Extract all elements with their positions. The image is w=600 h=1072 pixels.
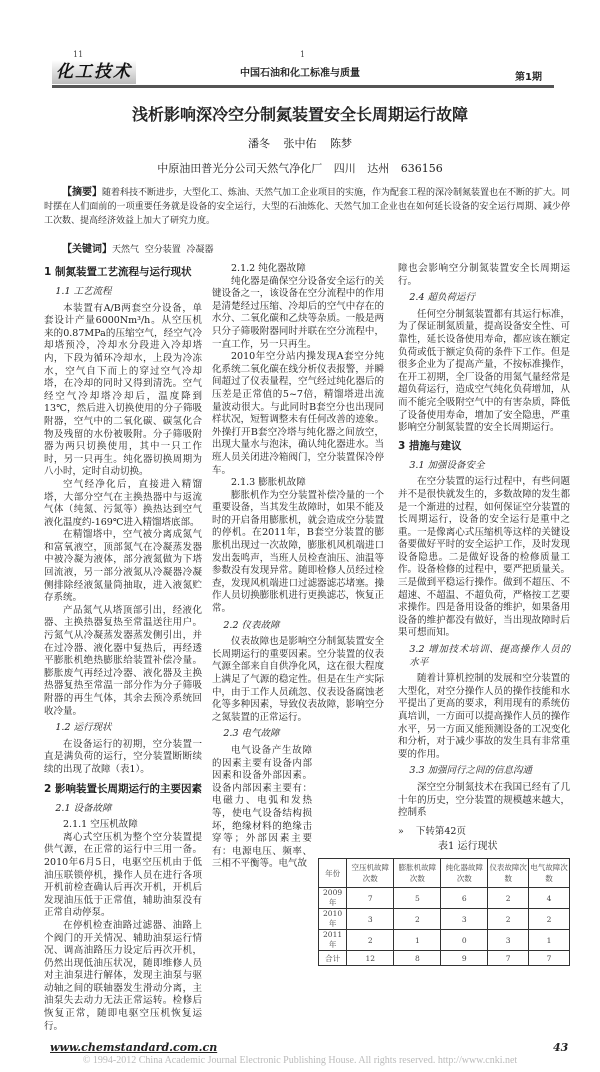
keywords-text: 天然气 空分装置 冷凝器 <box>112 245 214 255</box>
paragraph: 电气设备产生故障的因素主要有设备内部因素和设备外部因素。设备内部因素主要有：电磁力、电弧和发热等，使电气设备结构损坏，绝缘材料的绝缘击穿等；外部因素主要有：电源电压、频率、三相不平衡等。电气故 <box>212 744 312 870</box>
table-row <box>319 909 570 930</box>
site-link[interactable]: www.chemstandard.com.cn <box>50 1041 218 1054</box>
paragraph: 产品氮气从塔顶部引出，经液化器、主换热器复热至常温送往用户。污氮气从冷凝蒸发器蒸发侧引出，并在过冷器、液化器中复热后，再经透平膨胀机绝热膨胀给装置补偿冷量。膨胀废气再经过冷器、液化器及主换热器复热至常温一部分作为分子筛吸附器的再生气体，其余去预冷系统回收冷量。 <box>44 604 202 717</box>
paragraph: 深空空分制氮技术在我国已经有了几十年的历史，空分装置的规模越来越大，控制系 <box>398 781 570 819</box>
table-cell: 2 <box>529 909 570 930</box>
table-cell: 2010年 <box>319 909 347 930</box>
paragraph: 2010年空分站内操发现A套空分纯化系统二氧化碳在线分析仪表报警，并瞬间超过了仪表量程，空气经过纯化器后的压差是正常值的5~7倍，精馏塔进出流量波动很大。与此同时B套空分也出现同样状况，短暂调整未有任何改善的迹象。外操打开B套空冷塔与纯化器之间放空，出现大量水与泡沫，确认纯化器进水。当班人员关闭进冷箱阀门，空分装置保冷停车。 <box>212 351 384 476</box>
subsection-heading: 3.3 加强同行之间的信息沟通 <box>409 765 533 777</box>
subsection-heading: 2.1 设备故障 <box>55 802 112 814</box>
table-header-row <box>319 859 570 888</box>
table-cell: 9 <box>441 951 488 966</box>
subsection-heading: 1.1 工艺流程 <box>55 286 112 297</box>
column-right <box>398 263 570 854</box>
subsubsection-heading: 2.1.1 空压机故障 <box>63 819 138 831</box>
header-number-center: 1 <box>300 50 306 59</box>
subsubsection-heading: 2.1.3 膨胀机故障 <box>231 477 306 489</box>
table-header: 纯化器故障次数 <box>441 859 488 888</box>
table-cell: 5 <box>394 888 441 909</box>
fault-table <box>318 858 570 966</box>
paragraph: 在空分装置的运行过程中，有些问题并不是很快就发生的，多数故障的发生都是一个渐进的过程，如何保证空分装置的长周期运行，设备的安全运行是重中之重。一是像离心式压缩机等这样的关键设备要做好平时的安全运护工作，及时发现设备隐患。二是做好设备的检修质量工作。设备检修的过程中，要严把质量关。三是做到平稳运行操作。做到不超压、不超速、不超温、不超负荷，严格按工艺要求操作。四是备用设备的维护，如果备用设备的维护都没有做好，当出现故障时后果可想而知。 <box>398 476 570 639</box>
table-row <box>319 888 570 909</box>
table-cell: 2 <box>394 909 441 930</box>
affiliation: 中原油田普光分公司天然气净化厂 四川 达州 636156 <box>157 162 443 175</box>
subsection-heading: 2.2 仪表故障 <box>223 619 280 631</box>
journal-logo: 化工技术 <box>52 60 136 84</box>
table-header: 仪表故障次数 <box>488 859 529 888</box>
subsection-heading: 3.2 增加技术培训、提高操作人员的水平 <box>409 644 570 668</box>
table-cell: 6 <box>441 888 488 909</box>
table-row-total <box>319 951 570 966</box>
column-middle <box>212 263 384 871</box>
section-heading: 1 制氮装置工艺流程与运行现状 <box>44 266 192 278</box>
paragraph: 本装置有A/B两套空分设备，单套设计产量6000Nm³/h。从空压机来的0.87MPa的压缩空气，经空气冷却塔预冷，冷却水分段进入冷却塔内，下段为循环冷却水，上段为冷冻水，空气自下而上的穿过空气冷却塔，在冷却的同时又得到清洗。空气经空气冷却塔冷却后，温度降到13℃，然后进入切换使用的分子筛吸附器，空气中的二氧化碳、碳氢化合物及残留的水份被吸附。分子筛吸附器为两只切换使用，其中一只工作时，另一只再生。纯化器切换周期为八小时，定时自动切换。 <box>44 302 202 478</box>
table-cell: 3 <box>347 909 394 930</box>
table-header: 年份 <box>319 859 347 888</box>
page-number: 43 <box>553 1041 569 1054</box>
table-row <box>319 930 570 951</box>
header-rule <box>52 85 554 88</box>
table-cell: 2 <box>347 930 394 951</box>
table-caption: 表1 运行现状 <box>438 841 498 853</box>
header-number-left: 11 <box>73 50 84 59</box>
paragraph: 膨胀机作为空分装置补偿冷量的一个重要设备，当其发生故障时，如果不能及时的开启备用膨胀机，就会造成空分装置的停机。在2011年，B套空分装置的膨胀机出现过一次故障，膨胀机风机端进口发出轰鸣声，当班人员检查油压、油温等参数没有发现异常。随即检修人员经过检查，发现风机端进口过滤器滤芯堵塞。操作人员切换膨胀机进行更换滤芯，恢复正常。 <box>212 489 384 615</box>
table-cell: 8 <box>394 951 441 966</box>
paragraph: 仪表故障也是影响空分制氮装置安全长周期运行的重要因素。空分装置的仪表气源全部来自自供净化风，这在很大程度上满足了气源的稳定性。但是在生产实际中，由于工作人员疏忽、仪表设备腐蚀老化等多种因素，导致仪表故障，影响空分之氮装置的正常运行。 <box>212 636 384 723</box>
keywords-label: 【关键词】 <box>62 244 112 255</box>
table-cell: 4 <box>529 888 570 909</box>
paragraph: 随着计算机控制的发展和空分装置的大型化，对空分操作人员的操作技能和水平提出了更高的要求，利用现有的系统仿真培训，一方面可以提高操作人员的操作水平，另一方面又能预测设备的工况变化和分析，对于减少事故的发生具有非常重要的作用。 <box>398 673 570 760</box>
section-heading: 2 影响装置长周期运行的主要因素 <box>44 782 202 795</box>
journal-name: 中国石油和化工标准与质量 <box>240 68 360 79</box>
table-header: 电气故障次数 <box>529 859 570 888</box>
subsection-heading: 2.4 超负荷运行 <box>409 292 476 304</box>
abstract-label: 【摘要】 <box>62 187 102 198</box>
authors: 潘冬 张中佑 陈梦 <box>248 137 352 150</box>
column-left <box>44 263 202 1033</box>
table-cell: 0 <box>441 930 488 951</box>
table-cell: 2011年 <box>319 930 347 951</box>
paragraph: 障也会影响空分制氮装置安全长周期运行。 <box>398 263 570 287</box>
table-cell: 7 <box>347 888 394 909</box>
continued-note: » 下转第42页 <box>398 825 466 837</box>
table-cell: 7 <box>488 951 529 966</box>
article-title: 浅析影响深冷空分制氮装置安全长周期运行故障 <box>131 105 468 124</box>
issue-number: 第1期 <box>515 72 542 83</box>
table-cell: 2 <box>488 888 529 909</box>
copyright-watermark: © 1994-2012 China Academic Journal Electronic Publishing House. All rights reserved. http://www.cnki.net <box>82 1055 518 1066</box>
paragraph: 纯化器是确保空分设备安全运行的关键设备之一，该设备在空分流程中的作用是清楚经过压缩、冷却后的空气中存在的水分、二氧化碳和乙炔等杂质。一般是两只分子筛吸附器同时并联在空分流程中，一直工作，另一只再生。 <box>212 275 384 350</box>
table-cell: 3 <box>488 930 529 951</box>
paragraph: 在精馏塔中，空气被分离成氮气和富氧液空，顶部氮气在冷凝蒸发器中被冷凝为液体，部分液氮做为下塔回流液，另一部分液氮从冷凝器冷凝侧排除经液氮量筒抽取，进入液氮贮存系统。 <box>44 529 202 604</box>
table-header: 空压机故障次数 <box>347 859 394 888</box>
table-cell: 1 <box>529 930 570 951</box>
abstract-text: 随着科技不断进步，大型化工、炼油、天然气加工企业项目的实施，作为配套工程的深冷制氮装置也在不断的扩大。同时摆在人们面前的一项重要任务就是设备的安全运行，大型的石油炼化、天然气加工企业也在如何延长设备的安全运行周期、减少停工次数、提高经济效益上加大了研究力度。 <box>44 188 571 226</box>
keywords <box>62 240 213 255</box>
table-cell: 12 <box>347 951 394 966</box>
paragraph: 在停机检查油路过滤器、油路上个阀门的开关情况、辅助油泵运行情况、调高油路压力设定后再次开机，仍然出现低油压状况，随即维修人员对主油泵进行解体，发现主油泵与驱动轴之间的联轴器发生滑动分离，主油泵失去动力无法正常运转。检修后恢复正常，随即电驱空压机恢复运行。 <box>44 919 202 1032</box>
table-cell: 3 <box>441 909 488 930</box>
abstract <box>44 186 570 228</box>
section-heading: 3 措施与建议 <box>398 439 462 452</box>
subsection-heading: 3.1 加强设备安全 <box>409 459 485 471</box>
paragraph: 离心式空压机为整个空分装置提供气源，在正常的运行中三用一备。2010年6月5日，电驱空压机由于低油压联锁停机，操作人员在进行各项开机前检查确认后再次开机，开机后发现油压低于正常值，辅助油泵没有正常自动停泵。 <box>44 831 202 919</box>
table-cell: 7 <box>529 951 570 966</box>
subsubsection-heading: 2.1.2 纯化器故障 <box>231 263 306 274</box>
subsection-heading: 2.3 电气故障 <box>223 728 280 740</box>
paragraph: 任何空分制氮装置都有其运行标准，为了保证制氮质量，提高设备安全性、可靠性，延长设备使用寿命，都应该在额定负荷或低于额定负荷的条件下工作。但是很多企业为了提高产量，不按标准操作，在开工初期，全厂设备的用氮气量经常是超负荷运行，造成空气纯化负荷增加，从而不能完全吸附空气中的有害杂质，降低了设备使用寿命，增加了安全隐患，严重影响空分制氮装置的安全长周期运行。 <box>398 308 570 434</box>
table-cell: 2009年 <box>319 888 347 909</box>
subsection-heading: 1.2 运行现状 <box>55 722 112 734</box>
paragraph: 在设备运行的初期，空分装置一直是满负荷的运行，空分装置断断续续的出现了故障（表1）。 <box>44 738 202 775</box>
table-cell: 合计 <box>319 951 347 966</box>
paragraph: 空气经净化后，直接进入精馏塔，大部分空气在主换热器中与返流气体（纯氮、污氮等）换热达到空气液化温度约-169℃进入精馏塔底部。 <box>44 478 202 528</box>
table-header: 膨胀机故障次数 <box>394 859 441 888</box>
table-cell: 2 <box>488 909 529 930</box>
table-cell: 1 <box>394 930 441 951</box>
